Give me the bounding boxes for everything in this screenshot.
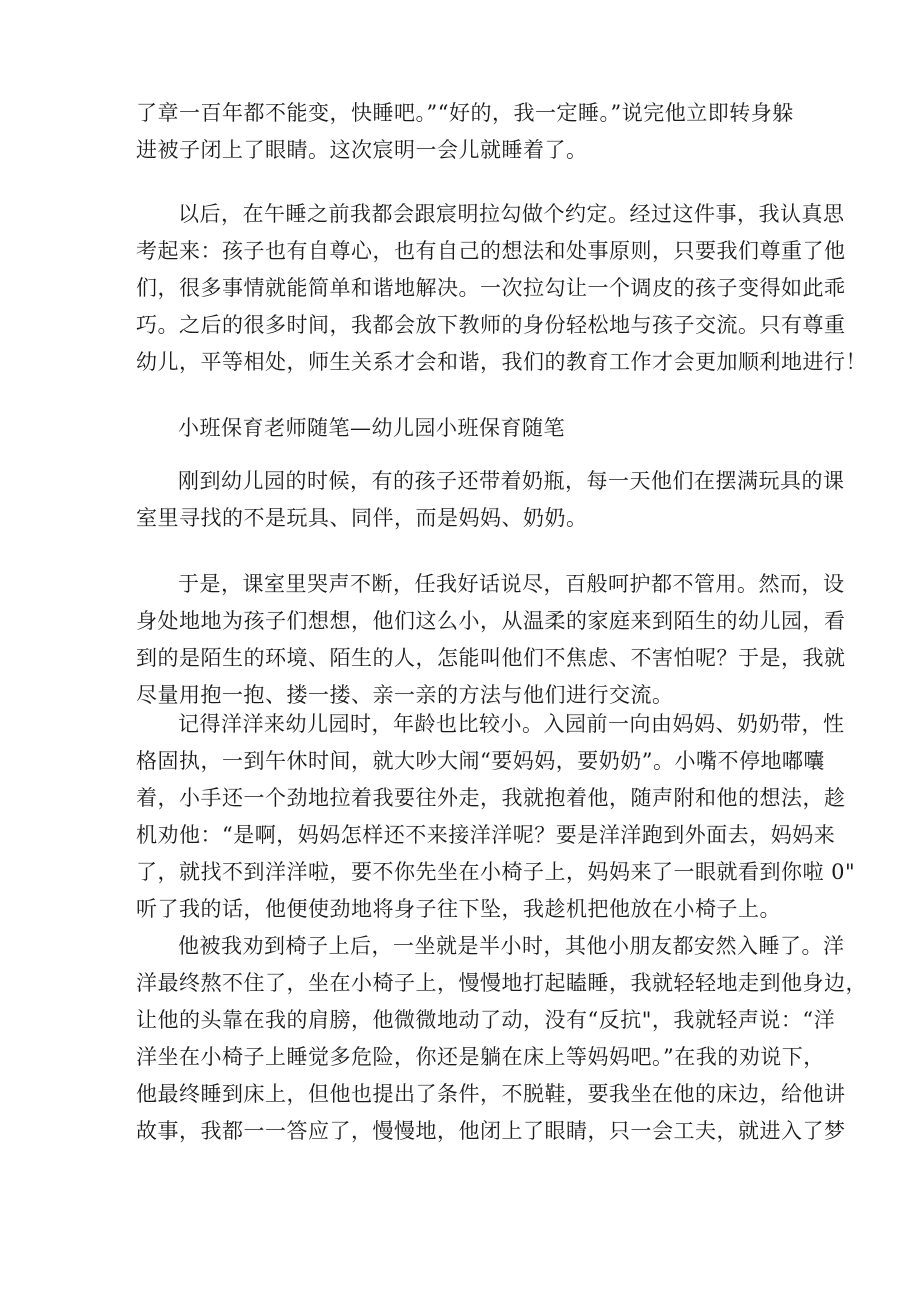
text-line: 格固执，一到午休时间，就大吵大闹“要妈妈，要奶奶”。小嘴不停地嘟囔 — [136, 749, 825, 773]
text-line: 故事，我都一一答应了，慢慢地，他闭上了眼睛，只一会工夫，就进入了梦 — [136, 1119, 846, 1143]
paragraph-4 — [136, 566, 846, 714]
text-line: 洋坐在小椅子上睡觉多危险，你还是躺在床上等妈妈吧。”在我的劝说下， — [136, 1045, 825, 1069]
text-line: 巧。之后的很多时间，我都会放下教师的身份轻松地与孩子交流。只有尊重 — [136, 313, 846, 337]
paragraph-6 — [136, 928, 867, 1150]
text-line: 机劝他：“是啊，妈妈怎样还不来接洋洋呢？要是洋洋跑到外面去，妈妈来 — [136, 823, 836, 847]
text-line: 室里寻找的不是玩具、同伴，而是妈妈、奶奶。 — [136, 506, 588, 530]
text-line: 记得洋洋来幼儿园时，年龄也比较小。入园前一向由妈妈、奶奶带，性 — [178, 712, 845, 736]
text-line: 让他的头靠在我的肩膀，他微微地动了动，没有“反抗"，我就轻声说：“洋 — [136, 1008, 836, 1032]
text-line: 听了我的话，他便使劲地将身子往下坠，我趁机把他放在小椅子上。 — [136, 897, 781, 921]
paragraph-5 — [136, 706, 856, 928]
text-line: 考起来：孩子也有自尊心，也有自己的想法和处事原则，只要我们尊重了他 — [136, 239, 846, 263]
text-line: 洋最终熬不住了，坐在小椅子上，慢慢地打起瞌睡，我就轻轻地走到他身边， — [136, 971, 867, 995]
text-line: 尽量用抱一抱、搂一搂、亲一亲的方法与他们进行交流。 — [136, 683, 674, 707]
paragraph-1 — [136, 95, 796, 169]
text-line: 刚到幼儿园的时候，有的孩子还带着奶瓶，每一天他们在摆满玩具的课 — [178, 469, 845, 493]
text-line: 于是，课室里哭声不断，任我好话说尽，百般呵护都不管用。然而，设 — [178, 572, 845, 596]
text-line: 到的是陌生的环境、陌生的人，怎能叫他们不焦虑、不害怕呢？于是，我就 — [136, 646, 846, 670]
text-line: 了，就找不到洋洋啦，要不你先坐在小椅子上，妈妈来了一眼就看到你啦 0" — [136, 860, 856, 884]
text-line: 了章一百年都不能变，快睡吧。”“好的，我一定睡。”说完他立即转身躲 — [136, 101, 794, 125]
text-line: 以后，在午睡之前我都会跟宸明拉勾做个约定。经过这件事，我认真思 — [178, 202, 845, 226]
text-line: 着，小手还一个劲地拉着我要往外走，我就抱着他，随声附和他的想法，趁 — [136, 786, 846, 810]
paragraph-3 — [136, 463, 845, 537]
text-line: 身处地地为孩子们想想，他们这么小，从温柔的家庭来到陌生的幼儿园，看 — [136, 609, 846, 633]
text-line: 进被子闭上了眼睛。这次宸明一会儿就睡着了。 — [136, 138, 588, 162]
text-line: 他最终睡到床上，但他也提出了条件，不脱鞋，要我坐在他的床边，给他讲 — [136, 1082, 846, 1106]
text-line: 们，很多事情就能简单和谐地解决。一次拉勾让一个调皮的孩子变得如此乖 — [136, 276, 846, 300]
text-line: 幼儿，平等相处，师生关系才会和谐，我们的教育工作才会更加顺利地进行！ — [136, 350, 867, 374]
text-line: 他被我劝到椅子上后，一坐就是半小时，其他小朋友都安然入睡了。洋 — [178, 934, 845, 958]
section-title: 小班保育老师随笔—幼儿园小班保育随笔 — [178, 416, 565, 440]
section-heading — [136, 410, 796, 447]
paragraph-2 — [136, 196, 867, 381]
